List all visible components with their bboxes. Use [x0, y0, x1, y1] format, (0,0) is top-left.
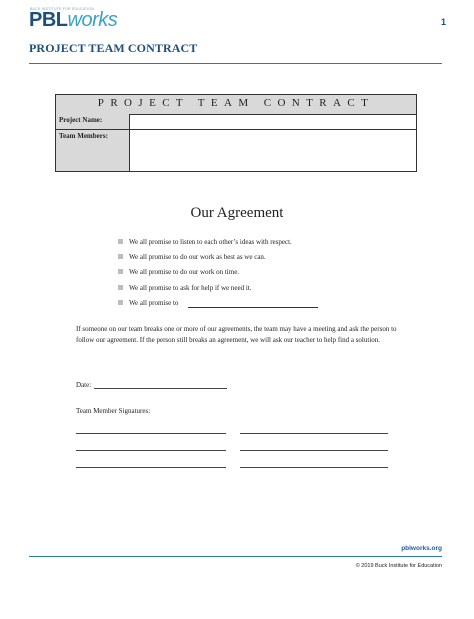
- signature-line[interactable]: [240, 450, 388, 451]
- project-team-contract-table: [55, 94, 417, 172]
- list-item-text: We all promise to do our work as best as we can.: [129, 253, 266, 261]
- square-bullet-icon: [118, 300, 123, 305]
- list-item-text: We all promise to do our work on time.: [129, 268, 240, 276]
- logo-text-light: works: [67, 9, 118, 31]
- list-item-text: We all promise to listen to each other’s ideas with respect.: [129, 238, 292, 246]
- signature-line[interactable]: [76, 433, 226, 434]
- signature-line[interactable]: [240, 433, 388, 434]
- logo-text-bold: PBL: [29, 9, 68, 31]
- pblworks-logo: [29, 9, 117, 31]
- logo-tagline: BUCK INSTITUTE FOR EDUCATION: [30, 7, 95, 11]
- footer-divider: [29, 556, 442, 557]
- signatures-label: Team Member Signatures:: [76, 407, 151, 415]
- footer-copyright: © 2019 Buck Institute for Education: [355, 563, 442, 569]
- square-bullet-icon: [118, 269, 123, 274]
- date-field-line[interactable]: [94, 388, 227, 389]
- list-item: [118, 299, 328, 309]
- square-bullet-icon: [118, 239, 123, 244]
- list-item-text: We all promise to: [129, 299, 179, 307]
- signature-line[interactable]: [76, 450, 226, 451]
- signature-line[interactable]: [76, 467, 226, 468]
- list-item-text: We all promise to ask for help if we need it.: [129, 284, 252, 292]
- agreement-paragraph: If someone on our team breaks one or more of our agreements, the team may have a meeting and ask the person to follow our agreement. If the person still breaks an agreement, we will ask our teacher to help find a solution.: [76, 325, 397, 344]
- document-title: PROJECT TEAM CONTRACT: [29, 41, 198, 55]
- date-label: Date:: [76, 381, 92, 389]
- page-number: 1: [440, 17, 446, 27]
- team-members-label: Team Members:: [59, 132, 108, 140]
- header-divider: [29, 63, 442, 64]
- project-name-label: Project Name:: [59, 116, 103, 124]
- square-bullet-icon: [118, 285, 123, 290]
- promise-blank-line[interactable]: [188, 307, 318, 308]
- table-heading: PROJECT TEAM CONTRACT: [97, 97, 375, 109]
- agreement-title: Our Agreement: [190, 205, 284, 221]
- signature-line[interactable]: [240, 467, 388, 468]
- table-row-divider: [56, 129, 416, 130]
- square-bullet-icon: [118, 254, 123, 259]
- footer-site-link[interactable]: pblworks.org: [401, 545, 442, 552]
